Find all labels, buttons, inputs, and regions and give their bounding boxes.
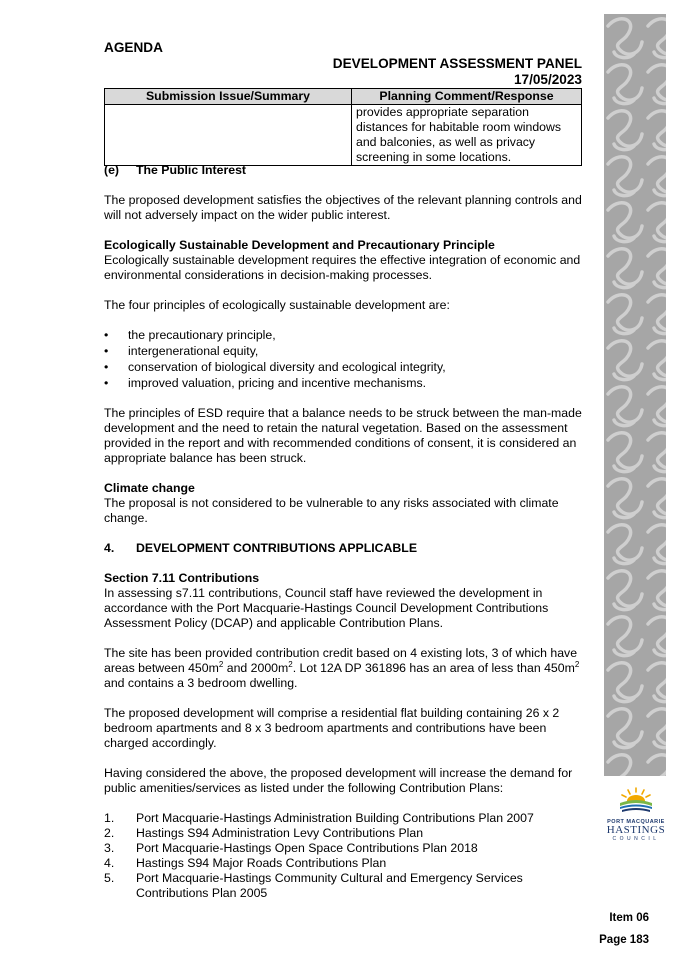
list-item-text: Port Macquarie-Hastings Community Cultural and Emergency Services Contributions Plan 2005: [136, 871, 523, 900]
esd-paragraph-2: The four principles of ecologically sustainable development are:: [104, 298, 450, 312]
superscript: 2: [288, 659, 293, 669]
section-number: (e): [104, 163, 120, 177]
list-item-text: intergenerational equity,: [128, 344, 259, 358]
contributions-paragraph-1: In assessing s7.11 contributions, Council staff have reviewed the development in accordance with the Port Macquarie-Hastings Council Development Contributions Assessment Policy (DCAP) and applicable Contribution Plans.: [104, 586, 549, 630]
contributions-paragraph-4: Having considered the above, the proposed development will increase the demand for public amenities/services as listed under the following Contribution Plans:: [104, 766, 573, 795]
esd-principles-list: [104, 327, 582, 391]
list-item: [104, 343, 582, 359]
list-number: 3.: [104, 841, 115, 855]
esd-paragraph-1: Ecologically sustainable development requires the effective integration of economic and environmental considerations in decision-making processes.: [104, 253, 581, 282]
list-item-text: conservation of biological diversity and ecological integrity,: [128, 360, 446, 374]
swirl-pattern-icon: [604, 14, 666, 776]
column-header-response: Planning Comment/Response: [352, 89, 582, 105]
list-item-text: Port Macquarie-Hastings Open Space Contributions Plan 2018: [136, 841, 478, 855]
contributions-paragraph-3: The proposed development will comprise a residential flat building containing 26 x 2 bedroom apartments and 8 x 3 bedroom apartments and contributions have been charged accordingly.: [104, 706, 560, 750]
contributions-subheading: Section 7.11 Contributions: [104, 571, 260, 585]
bullet-icon: •: [104, 328, 109, 342]
contributions-paragraph-2: [104, 646, 582, 691]
table-row: [105, 105, 582, 166]
panel-title: DEVELOPMENT ASSESSMENT PANEL: [332, 56, 582, 71]
table-cell-response: provides appropriate separation distances for habitable room windows and balconies, as well as privacy screening in some locations.: [352, 105, 582, 166]
section-number: 4.: [104, 541, 115, 555]
list-item-text: the precautionary principle,: [128, 328, 276, 342]
contribution-plans-list: [104, 811, 582, 901]
list-number: 2.: [104, 826, 115, 840]
meeting-date: 17/05/2023: [513, 72, 582, 87]
section-heading-public-interest: [104, 163, 582, 178]
table-header-row: [105, 89, 582, 105]
climate-heading: Climate change: [104, 481, 195, 495]
text-run: . Lot 12A DP 361896 has an area of less than 450m: [292, 661, 575, 675]
list-item: [104, 871, 582, 901]
list-item: [104, 841, 582, 856]
list-item: [104, 811, 582, 826]
list-item-text: Port Macquarie-Hastings Administration Building Contributions Plan 2007: [136, 811, 534, 825]
table-cell-issue: [105, 105, 352, 166]
superscript: 2: [218, 659, 224, 669]
logo-sun-waves-icon: [616, 786, 656, 814]
list-item-text: improved valuation, pricing and incentive mechanisms.: [128, 376, 427, 390]
bullet-icon: •: [104, 376, 109, 390]
council-logo: [604, 786, 668, 848]
list-item: [104, 826, 582, 841]
list-item: [104, 856, 582, 871]
logo-line-1: PORT MACQUARIE: [607, 819, 665, 825]
item-number: Item 06: [609, 912, 649, 924]
decorative-sidebar: [604, 14, 666, 776]
public-interest-paragraph: The proposed development satisfies the objectives of the relevant planning controls and will not adversely impact on the wider public interest.: [104, 193, 582, 222]
list-item-text: Hastings S94 Administration Levy Contributions Plan: [136, 826, 424, 840]
document-body: [104, 163, 582, 901]
submission-table: [104, 88, 582, 166]
section-title: The Public Interest: [136, 163, 247, 177]
logo-line-3: COUNCIL: [612, 836, 660, 842]
list-item: [104, 359, 582, 375]
section-title: DEVELOPMENT CONTRIBUTIONS APPLICABLE: [136, 541, 418, 555]
agenda-label: AGENDA: [104, 40, 163, 55]
esd-paragraph-3: The principles of ESD require that a balance needs to be struck between the man-made development and the need to retain the natural vegetation. Based on the assessment provided in the report and with recommended conditions of consent, it is considered an appropriate balance has been struck.: [104, 406, 582, 465]
climate-paragraph: The proposal is not considered to be vulnerable to any risks associated with climate change.: [104, 496, 559, 525]
list-number: 5.: [104, 871, 115, 885]
superscript: 2: [574, 659, 580, 669]
section-heading-contributions: [104, 541, 582, 556]
page-number: Page 183: [599, 934, 649, 946]
bullet-icon: •: [104, 360, 109, 374]
logo-line-2: HASTINGS: [606, 824, 666, 836]
text-run: and contains a 3 bedroom dwelling.: [104, 676, 298, 690]
list-number: 4.: [104, 856, 115, 870]
column-header-issue: Submission Issue/Summary: [105, 89, 352, 105]
text-run: and 2000m: [223, 661, 289, 675]
list-item: [104, 327, 582, 343]
bullet-icon: •: [104, 344, 109, 358]
list-item: [104, 375, 582, 391]
text-run: The site has been provided contribution credit based on 4 existing lots, 3 of which have areas between 450m: [104, 646, 578, 675]
esd-heading: Ecologically Sustainable Development and Precautionary Principle: [104, 238, 495, 252]
list-number: 1.: [104, 811, 115, 825]
list-item-text: Hastings S94 Major Roads Contributions Plan: [136, 856, 387, 870]
